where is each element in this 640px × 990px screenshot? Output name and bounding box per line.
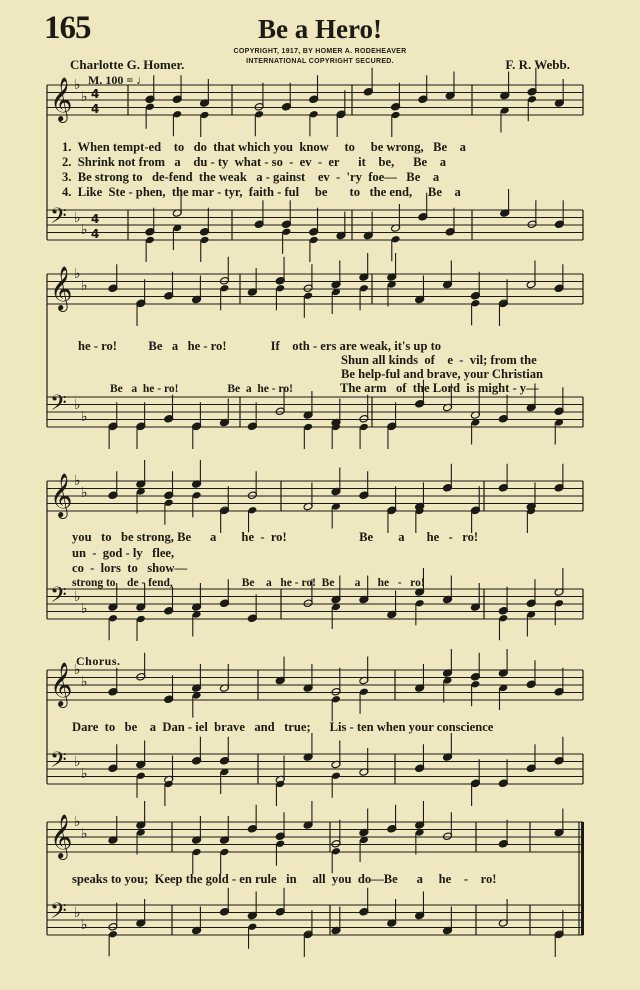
flat-sign-icon: ♭ [74, 905, 81, 921]
treble-clef-icon: 𝄞 [50, 814, 73, 858]
treble-clef-icon: 𝄞 [50, 662, 73, 706]
chorus-line-1: Dare to be a Dan - iel brave and true; Lis - ten when your conscience [72, 720, 494, 734]
flat-sign-icon: ♭ [74, 589, 81, 605]
treble-staff [47, 460, 583, 533]
flat-sign-icon: ♭ [81, 826, 88, 842]
flat-sign-icon: ♭ [74, 473, 81, 489]
author-credit: Charlotte G. Homer. [70, 57, 185, 72]
verse-2-line-3: un - god - ly flee, [72, 546, 175, 560]
flat-sign-icon: ♭ [81, 409, 88, 425]
flat-sign-icon: ♭ [81, 485, 88, 501]
time-signature-icon: 4 [91, 87, 100, 101]
flat-sign-icon: ♭ [81, 674, 88, 690]
verse-4-line-1: 4. Like Ste - phen, the mar - tyr, faith - ful be to the end, Be a [62, 185, 461, 199]
time-signature-icon: 4 [91, 227, 100, 241]
bass-staff [47, 733, 583, 806]
flat-sign-icon: ♭ [81, 917, 88, 933]
verse-1-line-1: 1. When tempt-ed to do that which you know to be wrong, Be a [62, 140, 466, 154]
chorus-line-2: speaks to you; Keep the gold - en rule in all you do—Be a he - ro! [72, 872, 497, 886]
flat-sign-icon: ♭ [81, 89, 88, 105]
flat-sign-icon: ♭ [74, 266, 81, 282]
chorus-label: Chorus. [76, 654, 121, 668]
flat-sign-icon: ♭ [74, 814, 81, 830]
bass-clef-icon: 𝄢 [50, 748, 67, 778]
flat-sign-icon: ♭ [74, 397, 81, 413]
flat-sign-icon: ♭ [74, 662, 81, 678]
bass-clef-icon: 𝄢 [50, 391, 67, 421]
bass-clef-icon: 𝄢 [50, 204, 67, 234]
verse-2-line-1: 2. Shrink not from a du - ty what - so - ev - er it be, Be a [62, 155, 446, 169]
verse-4-line-3: strong to de - fend, Be a he - ro! Be a he - ro! [72, 577, 425, 589]
flat-sign-icon: ♭ [81, 222, 88, 238]
verse-1-line-2: he - ro! Be a he - ro! If oth - ers are weak, it's up to [78, 339, 442, 353]
flat-sign-icon: ♭ [81, 601, 88, 617]
treble-staff [47, 253, 583, 326]
verse-3-line-1: 3. Be strong to de-fend the weak a - gainst ev - 'ry foe— Be a [62, 170, 440, 184]
verse-1-line-3: you to be strong, Be a he - ro! Be a he - ro! [72, 530, 479, 544]
treble-clef-icon: 𝄞 [50, 266, 73, 310]
flat-sign-icon: ♭ [74, 210, 81, 226]
bass-staff [47, 888, 583, 957]
verse-3-line-3: co - lors to show— [72, 561, 188, 575]
bass-clef-icon: 𝄢 [50, 583, 67, 613]
treble-clef-icon: 𝄞 [50, 77, 73, 121]
hymn-number: 165 [44, 10, 91, 46]
metronome-marking: M. 100 = ♩ [88, 73, 149, 87]
copyright-line-2: INTERNATIONAL COPYRIGHT SECURED. [246, 58, 394, 65]
flat-sign-icon: ♭ [74, 77, 81, 93]
verse-4-line-2-right: The arm of the Lord is might - y— [340, 381, 539, 395]
flat-sign-icon: ♭ [81, 278, 88, 294]
verse-3-line-2: Be help-ful and brave, your Christian [341, 367, 543, 381]
composer-credit: F. R. Webb. [505, 57, 570, 72]
treble-clef-icon: 𝄞 [50, 473, 73, 517]
treble-staff [47, 801, 583, 874]
time-signature-icon: 4 [91, 102, 100, 116]
time-signature-icon: 4 [91, 212, 100, 226]
flat-sign-icon: ♭ [81, 766, 88, 782]
flat-sign-icon: ♭ [74, 754, 81, 770]
verse-2-line-2: Shun all kinds of e - vil; from the [341, 353, 537, 367]
treble-staff [47, 649, 583, 721]
hymn-title: Be a Hero! [258, 14, 382, 44]
copyright-line-1: COPYRIGHT, 1917, BY HOMER A. RODEHEAVER [233, 48, 407, 55]
bass-clef-icon: 𝄢 [50, 899, 67, 929]
verse-4-line-2-left: Be a he - ro! Be a he - ro! [110, 383, 293, 395]
